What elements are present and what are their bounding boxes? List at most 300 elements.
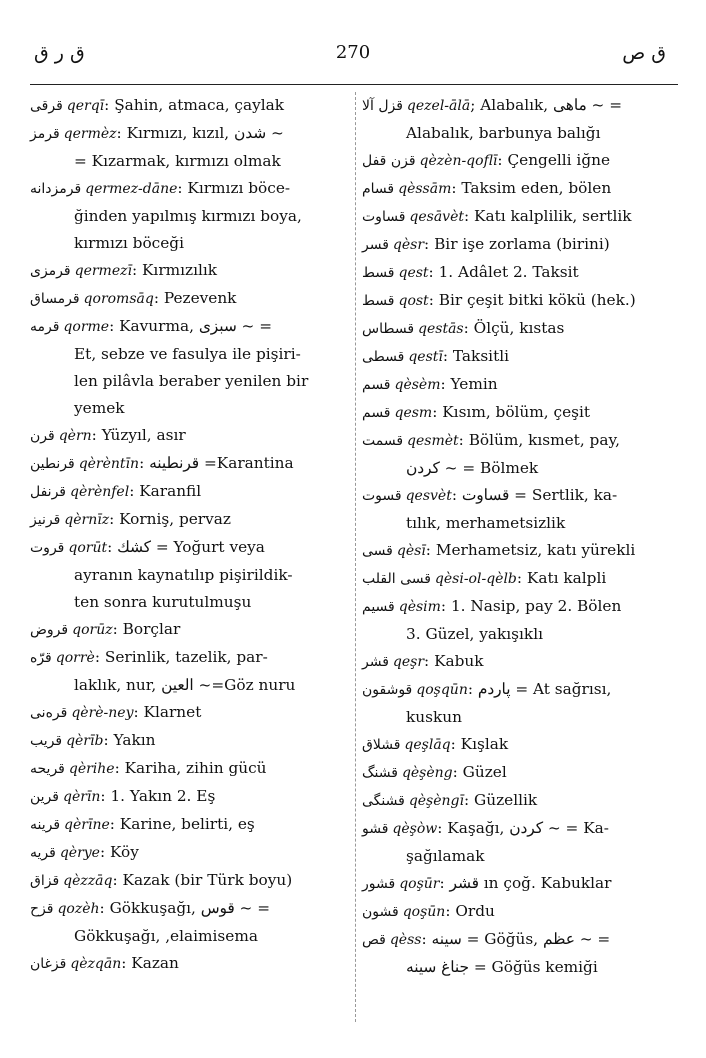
arabic-headword: قشور xyxy=(362,876,396,892)
dictionary-entry xyxy=(30,450,346,478)
dictionary-entry xyxy=(362,648,676,676)
dictionary-entry xyxy=(30,422,346,450)
definition-text: سينه = Göğüs, عظم ~ = xyxy=(431,930,611,948)
definition-text: Kışlak xyxy=(460,735,509,753)
entry-first-line xyxy=(30,175,346,203)
dictionary-entry xyxy=(30,257,346,285)
dictionary-entry xyxy=(362,371,676,399)
transliteration: qoşqūn xyxy=(416,682,468,698)
definition-continuation: len pilâvla beraber yenilen bir xyxy=(74,372,309,390)
entry-first-line xyxy=(362,676,676,704)
entry-first-line xyxy=(30,839,346,867)
definition-text: Kavurma, سبزی ~ = xyxy=(119,317,273,335)
arabic-headword: قزاق xyxy=(30,873,60,889)
definition-text: Kariha, zihin gücü xyxy=(124,759,267,777)
definition-text: Taksitli xyxy=(452,347,510,365)
dictionary-entry xyxy=(30,783,346,811)
dictionary-entry xyxy=(30,616,346,644)
dictionary-entry xyxy=(362,593,676,648)
transliteration: qeşr xyxy=(392,654,425,670)
definition-continuation: Alabalık, barbunya balığı xyxy=(406,124,601,142)
entry-first-line xyxy=(362,815,676,843)
arabic-headword: قص xyxy=(362,932,386,948)
dictionary-entry xyxy=(362,399,676,427)
dictionary-entry xyxy=(362,537,676,565)
separator: : xyxy=(424,235,430,253)
dictionary-entry xyxy=(362,565,676,593)
definition-text: Merhametsiz, katı yürekli xyxy=(435,541,636,559)
entry-first-line xyxy=(30,644,346,672)
transliteration: qermez-dāne xyxy=(85,181,178,197)
dictionary-entry xyxy=(30,120,346,175)
separator: : xyxy=(100,787,106,805)
transliteration: qermezī xyxy=(74,263,132,279)
definition-text: Bir çeşit bitki kökü (hek.) xyxy=(438,291,636,309)
page-header xyxy=(0,42,706,72)
transliteration: qèşòw xyxy=(392,821,438,837)
transliteration: qermèz xyxy=(63,126,117,142)
definition-continuation: kuskun xyxy=(406,708,462,726)
arabic-headword: قشلاق xyxy=(362,737,401,753)
separator: : xyxy=(445,902,451,920)
arabic-headword: قزغان xyxy=(30,956,67,972)
definition-text: پاردم = At sağrısı, xyxy=(477,680,612,698)
header-left-letters: ق ر ق xyxy=(34,42,85,64)
separator: : xyxy=(133,703,139,721)
transliteration: qorme xyxy=(63,319,110,335)
entry-first-line xyxy=(362,231,676,259)
transliteration: qorrè xyxy=(55,650,95,666)
separator: : xyxy=(464,791,470,809)
entry-first-line xyxy=(362,259,676,287)
dictionary-entry xyxy=(362,92,676,147)
dictionary-entry xyxy=(362,676,676,731)
definition-continuation: ğinden yapılmış kırmızı boya, xyxy=(74,207,302,225)
separator: : xyxy=(99,899,105,917)
transliteration: qèrye xyxy=(59,845,100,861)
separator: : xyxy=(131,261,138,279)
arabic-headword: قرمزی xyxy=(30,263,71,279)
entry-first-line xyxy=(30,755,346,783)
arabic-headword: قسطی xyxy=(362,349,405,365)
definition-text: Gökkuşağı, قوس ~ = xyxy=(109,899,271,917)
transliteration: qezel-ālā xyxy=(406,98,471,114)
separator: : xyxy=(109,317,115,335)
definition-text: Bölüm, kısmet, pay, xyxy=(468,431,620,449)
entry-first-line xyxy=(362,926,676,954)
definition-text: Köy xyxy=(110,843,139,861)
entry-first-line xyxy=(30,616,346,644)
separator: : xyxy=(452,763,458,781)
dictionary-entry xyxy=(30,755,346,783)
separator: : xyxy=(109,815,115,833)
arabic-headword: قرّه xyxy=(30,650,52,666)
arabic-headword: قرنيز xyxy=(30,512,61,528)
definition-text: Çengelli iğne xyxy=(507,151,611,169)
dictionary-entry xyxy=(30,950,346,978)
arabic-headword: قرنطين xyxy=(30,456,75,472)
separator: : xyxy=(516,569,523,587)
entry-first-line xyxy=(362,759,676,787)
separator: : xyxy=(497,151,503,169)
transliteration: qerqī xyxy=(66,98,105,114)
arabic-headword: قشنگی xyxy=(362,793,405,809)
separator: : xyxy=(467,680,473,698)
transliteration: qozèh xyxy=(57,901,100,917)
separator: : xyxy=(463,319,469,337)
separator: : xyxy=(424,652,430,670)
definition-text: Pezevenk xyxy=(163,289,237,307)
entry-first-line xyxy=(362,482,676,510)
definition-text: قشر ın çoğ. Kabuklar xyxy=(449,874,612,892)
definition-text: كشك = Yoğurt veya xyxy=(117,538,265,556)
arabic-headword: قرمه xyxy=(30,319,60,335)
transliteration: qèzèn-qoflī xyxy=(419,153,498,169)
transliteration: qèrihe xyxy=(68,761,115,777)
definition-text: Kazak (bir Türk boyu) xyxy=(122,871,293,889)
transliteration: qoromsāq xyxy=(83,291,154,307)
separator: : xyxy=(104,96,110,114)
definition-continuation: tılık, merhametsizlik xyxy=(406,514,566,532)
dictionary-entry xyxy=(362,259,676,287)
entry-first-line xyxy=(362,898,676,926)
arabic-headword: قسام xyxy=(362,181,395,197)
dictionary-entry xyxy=(362,287,676,315)
arabic-headword: قره‌نی xyxy=(30,705,68,721)
dictionary-entry xyxy=(30,478,346,506)
entry-first-line xyxy=(362,870,676,898)
arabic-headword: قسی xyxy=(362,543,393,559)
definition-text: 1. Nasip, pay 2. Bölen xyxy=(450,597,622,615)
dictionary-entry xyxy=(362,231,676,259)
dictionary-entry xyxy=(30,727,346,755)
entry-first-line xyxy=(30,450,346,478)
arabic-headword: قريب xyxy=(30,733,63,749)
separator: : xyxy=(437,819,443,837)
separator: : xyxy=(458,431,464,449)
dictionary-entry xyxy=(362,731,676,759)
definition-text: Güzel xyxy=(462,763,507,781)
arabic-headword: قسم xyxy=(362,377,391,393)
entry-first-line xyxy=(362,287,676,315)
definition-text: قساوت = Sertlik, ka- xyxy=(461,486,618,504)
definition-continuation: şağılamak xyxy=(406,847,485,865)
dictionary-entry xyxy=(30,534,346,616)
definition-continuation: yemek xyxy=(74,399,125,417)
definition-continuation: كردن ~ = Bölmek xyxy=(406,459,539,477)
transliteration: qoşūn xyxy=(402,904,446,920)
transliteration: qèrè-ney xyxy=(71,705,134,721)
entry-first-line xyxy=(362,315,676,343)
separator: : xyxy=(428,263,434,281)
dictionary-entry xyxy=(30,285,346,313)
entry-first-line xyxy=(362,593,676,621)
definition-text: Taksim eden, bölen xyxy=(461,179,612,197)
arabic-headword: قسوت xyxy=(362,488,402,504)
arabic-headword: قريحه xyxy=(30,761,65,777)
definition-continuation: laklık, nur, العين ~=Göz nuru xyxy=(74,676,296,694)
dictionary-entry xyxy=(362,427,676,482)
dictionary-entry xyxy=(362,787,676,815)
entry-first-line xyxy=(30,534,346,562)
separator: : xyxy=(112,620,118,638)
arabic-headword: قزن قفل xyxy=(362,153,416,169)
entry-first-line xyxy=(30,699,346,727)
separator: : xyxy=(450,735,456,753)
transliteration: qestās xyxy=(418,321,464,337)
definition-text: Yüzyıl, asır xyxy=(101,426,186,444)
definition-text: Kırmızı, kızıl, شدن ~ xyxy=(126,124,284,142)
definition-text: Yakın xyxy=(113,731,156,749)
arabic-headword: قرمساق xyxy=(30,291,80,307)
definition-text: Yemin xyxy=(450,375,498,393)
entry-first-line xyxy=(362,92,676,120)
transliteration: qèrn xyxy=(58,428,92,444)
separator: : xyxy=(428,291,434,309)
definition-text: Ordu xyxy=(455,902,495,920)
definition-text: Karine, belirti, eş xyxy=(119,815,255,833)
dictionary-entry xyxy=(362,870,676,898)
definition-continuation: Gökkuşağı, ,elaimisema xyxy=(74,927,258,945)
separator: : xyxy=(112,871,118,889)
definition-text: قرنطينه =Karantina xyxy=(149,454,294,472)
separator: : xyxy=(451,179,457,197)
definition-continuation: جناغ سينه = Göğüs kemiği xyxy=(406,958,598,976)
separator: : xyxy=(99,843,106,861)
definition-text: Katı kalplilik, sertlik xyxy=(474,207,632,225)
arabic-headword: قزل آلا xyxy=(362,98,403,114)
arabic-headword: قسط xyxy=(362,265,395,281)
transliteration: qèrèntīn xyxy=(78,456,140,472)
arabic-headword: قرنفل xyxy=(30,484,66,500)
transliteration: qèrīne xyxy=(64,817,110,833)
transliteration: qèrènfel xyxy=(70,484,130,500)
definition-continuation: ten sonra kurutulmuşu xyxy=(74,593,252,611)
transliteration: qesmèt xyxy=(407,433,459,449)
arabic-headword: قسم xyxy=(362,405,391,421)
entry-first-line xyxy=(30,92,346,120)
arabic-headword: قروت xyxy=(30,540,65,556)
dictionary-entry xyxy=(30,92,346,120)
dictionary-entry xyxy=(362,482,676,537)
transliteration: qoşūr xyxy=(399,876,440,892)
dictionary-entry xyxy=(30,867,346,895)
transliteration: qèsī xyxy=(396,543,426,559)
arabic-headword: قرن xyxy=(30,428,55,444)
dictionary-entry xyxy=(362,898,676,926)
definition-text: Kabuk xyxy=(434,652,484,670)
transliteration: qost xyxy=(398,293,429,309)
arabic-headword: قشو xyxy=(362,821,389,837)
transliteration: qèzzāq xyxy=(63,873,113,889)
definition-text: Kaşağı, كردن ~ = Ka- xyxy=(447,819,609,837)
transliteration: qestī xyxy=(408,349,443,365)
dictionary-entry xyxy=(362,759,676,787)
dictionary-entry xyxy=(30,895,346,950)
definition-text: Kazan xyxy=(131,954,179,972)
transliteration: qest xyxy=(398,265,429,281)
transliteration: qesāvèt xyxy=(409,209,464,225)
dictionary-entry xyxy=(362,815,676,870)
header-right-letters: ق ص xyxy=(622,42,666,64)
definition-continuation: ayranın kaynatılıp pişirildik- xyxy=(74,566,293,584)
dictionary-entry xyxy=(30,313,346,422)
arabic-headword: قسمت xyxy=(362,433,404,449)
transliteration: qèsr xyxy=(392,237,425,253)
arabic-headword: قسی القلب xyxy=(362,571,431,587)
entry-first-line xyxy=(362,399,676,427)
arabic-headword: قسطاس xyxy=(362,321,415,337)
entry-first-line xyxy=(30,422,346,450)
arabic-headword: قزح xyxy=(30,901,54,917)
definition-text: 1. Yakın 2. Eş xyxy=(110,787,216,805)
transliteration: qeşlāq xyxy=(404,737,451,753)
entry-first-line xyxy=(362,787,676,815)
arabic-headword: قشر xyxy=(362,654,389,670)
definition-text: Klarnet xyxy=(143,703,202,721)
arabic-headword: قريه xyxy=(30,845,56,861)
arabic-headword: قوشقون xyxy=(362,682,413,698)
entry-first-line xyxy=(362,427,676,455)
definition-text: Karanfil xyxy=(139,482,202,500)
separator: : xyxy=(425,541,431,559)
entry-first-line xyxy=(30,506,346,534)
dictionary-entry xyxy=(30,506,346,534)
entry-first-line xyxy=(30,120,346,148)
entry-first-line xyxy=(30,867,346,895)
arabic-headword: قرقی xyxy=(30,98,63,114)
separator: : xyxy=(91,426,97,444)
dictionary-entry xyxy=(30,811,346,839)
separator: : xyxy=(464,207,470,225)
separator: : xyxy=(442,347,449,365)
dictionary-entry xyxy=(362,203,676,231)
definition-text: Korniş, pervaz xyxy=(119,510,231,528)
arabic-headword: قسر xyxy=(362,237,389,253)
arabic-headword: قسيم xyxy=(362,599,395,615)
definition-continuation: Et, sebze ve fasulya ile pişiri- xyxy=(74,345,301,363)
entry-first-line xyxy=(362,731,676,759)
separator: : xyxy=(440,597,447,615)
definition-text: Katı kalpli xyxy=(526,569,607,587)
definition-continuation: kırmızı böceği xyxy=(74,234,184,252)
entry-first-line xyxy=(30,895,346,923)
separator: : xyxy=(109,510,115,528)
entry-first-line xyxy=(30,783,346,811)
right-column xyxy=(362,92,676,981)
transliteration: qèzqān xyxy=(70,956,122,972)
entry-first-line xyxy=(30,313,346,341)
definition-text: Borçlar xyxy=(122,620,181,638)
entry-first-line xyxy=(30,285,346,313)
entry-first-line xyxy=(30,727,346,755)
separator: : xyxy=(114,759,120,777)
entry-first-line xyxy=(362,343,676,371)
header-rule xyxy=(30,84,678,85)
separator: : xyxy=(440,375,446,393)
left-column xyxy=(30,92,346,978)
dictionary-entry xyxy=(30,839,346,867)
transliteration: qorūt xyxy=(68,540,108,556)
arabic-headword: قشون xyxy=(362,904,399,920)
separator: : xyxy=(432,403,438,421)
dictionary-entry xyxy=(30,644,346,699)
entry-first-line xyxy=(30,257,346,285)
definition-text: Kırmızı böce- xyxy=(187,179,291,197)
entry-first-line xyxy=(30,950,346,978)
transliteration: qèşèng xyxy=(401,765,453,781)
definition-text: Alabalık, ماهی ~ = xyxy=(480,96,623,114)
dictionary-entry xyxy=(362,315,676,343)
dictionary-entry xyxy=(362,926,676,981)
separator: : xyxy=(451,486,458,504)
definition-text: Bir işe zorlama (birini) xyxy=(434,235,610,253)
transliteration: qèrnīz xyxy=(64,512,110,528)
dictionary-entry xyxy=(362,343,676,371)
transliteration: qèşèngī xyxy=(408,793,464,809)
dictionary-entry xyxy=(30,699,346,727)
separator: : xyxy=(139,454,145,472)
dictionary-entry xyxy=(30,175,346,257)
transliteration: qèssām xyxy=(398,181,452,197)
column-divider xyxy=(355,92,356,1022)
separator: : xyxy=(129,482,135,500)
arabic-headword: قرمز xyxy=(30,126,60,142)
transliteration: qèsèm xyxy=(394,377,441,393)
arabic-headword: قشنگ xyxy=(362,765,398,781)
definition-text: Ölçü, kıstas xyxy=(473,319,565,337)
entry-first-line xyxy=(362,175,676,203)
definition-text: Serinlik, tazelik, par- xyxy=(104,648,268,666)
entry-first-line xyxy=(362,371,676,399)
definition-text: Kırmızılık xyxy=(142,261,218,279)
separator: : xyxy=(121,954,127,972)
page-number: 270 xyxy=(335,42,371,63)
arabic-headword: قرين xyxy=(30,789,59,805)
definition-text: Kısım, bölüm, çeşit xyxy=(442,403,591,421)
separator: : xyxy=(421,930,427,948)
transliteration: qèsim xyxy=(398,599,441,615)
separator: : xyxy=(439,874,445,892)
definition-text: Güzellik xyxy=(474,791,538,809)
entry-first-line xyxy=(362,648,676,676)
definition-continuation: = Kızarmak, kırmızı olmak xyxy=(74,152,281,170)
arabic-headword: قسط xyxy=(362,293,395,309)
separator: : xyxy=(103,731,109,749)
entry-first-line xyxy=(30,478,346,506)
arabic-headword: قروض xyxy=(30,622,69,638)
separator: : xyxy=(116,124,122,142)
dictionary-entry xyxy=(362,175,676,203)
entry-first-line xyxy=(362,537,676,565)
separator: : xyxy=(94,648,100,666)
transliteration: qèrīb xyxy=(66,733,104,749)
entry-first-line xyxy=(362,565,676,593)
dictionary-entry xyxy=(362,147,676,175)
separator: : xyxy=(177,179,183,197)
transliteration: qèrīn xyxy=(62,789,101,805)
definition-text: 1. Adâlet 2. Taksit xyxy=(438,263,579,281)
separator: ; xyxy=(470,96,476,114)
definition-text: Şahin, atmaca, çaylak xyxy=(114,96,285,114)
transliteration: qesm xyxy=(394,405,433,421)
separator: : xyxy=(107,538,113,556)
arabic-headword: قساوت xyxy=(362,209,406,225)
definition-continuation: 3. Güzel, yakışıklı xyxy=(406,625,543,643)
entry-first-line xyxy=(362,203,676,231)
transliteration: qèsi-ol-qèlb xyxy=(434,571,517,587)
arabic-headword: قرمزدانه xyxy=(30,181,82,197)
